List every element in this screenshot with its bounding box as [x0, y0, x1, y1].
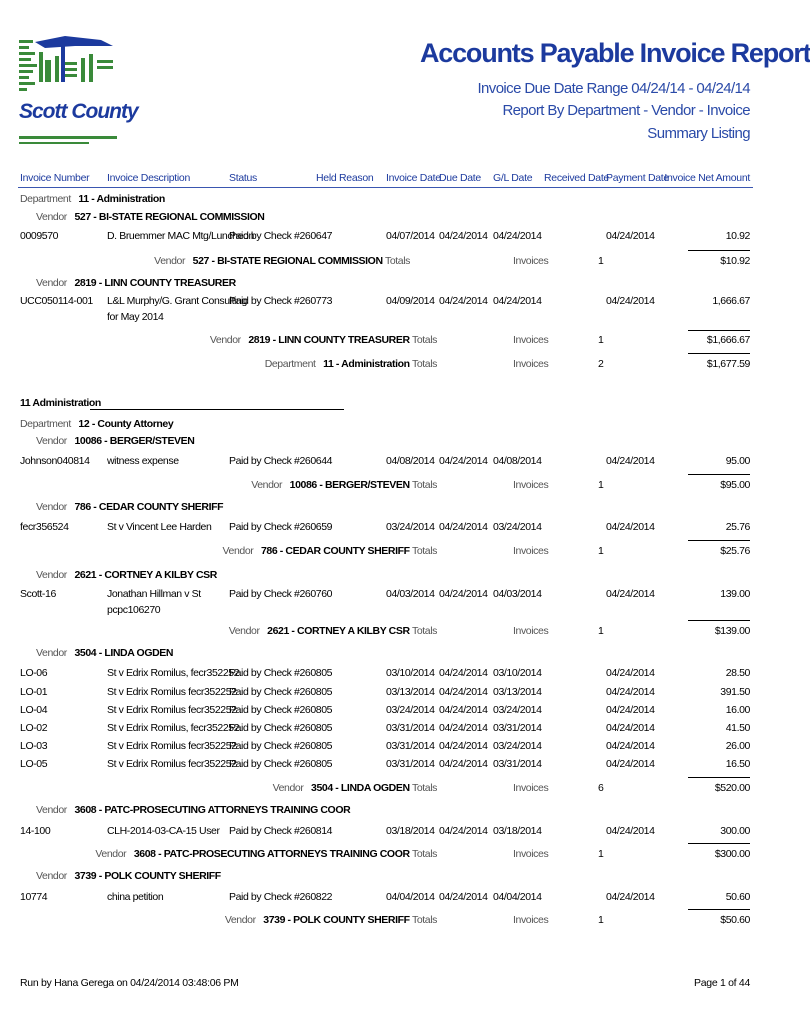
header-rule [18, 187, 753, 188]
invoice-date: 03/24/2014 [386, 704, 435, 716]
gl-date: 03/31/2014 [493, 758, 542, 770]
logo-text: Scott County [19, 100, 138, 123]
invoice-count: 1 [598, 914, 604, 926]
invoice-status: Paid by Check #260805 [229, 740, 333, 752]
gl-date: 04/08/2014 [493, 455, 542, 467]
invoices-label: Invoices [513, 545, 549, 557]
vendor-total-amount: $520.00 [714, 782, 750, 794]
invoices-label: Invoices [513, 848, 549, 860]
due-date: 04/24/2014 [439, 588, 488, 600]
invoice-date: 03/31/2014 [386, 758, 435, 770]
invoice-number: LO-05 [20, 758, 48, 770]
invoice-description: witness expense [107, 455, 179, 467]
invoice-date: 03/31/2014 [386, 722, 435, 734]
vendor-totals-label: Vendor 3608 - PATC-PROSECUTING ATTORNEYS TRAINING COOR Totals [95, 848, 437, 860]
payment-date: 04/24/2014 [606, 230, 655, 242]
invoice-status: Paid by Check #260760 [229, 588, 333, 600]
invoice-date: 04/07/2014 [386, 230, 435, 242]
scott-county-logo [15, 32, 138, 152]
gl-date: 04/03/2014 [493, 588, 542, 600]
invoice-net-amount: 300.00 [720, 825, 750, 837]
invoice-net-amount: 1,666.67 [712, 295, 750, 307]
invoice-number: LO-06 [20, 667, 48, 679]
payment-date: 04/24/2014 [606, 521, 655, 533]
due-date: 04/24/2014 [439, 295, 488, 307]
invoice-description-continued: pcpc106270 [107, 604, 161, 616]
invoice-status: Paid by Check #260805 [229, 758, 333, 770]
vendor-totals-label: Vendor 527 - BI-STATE REGIONAL COMMISSION Totals [154, 255, 410, 267]
invoice-net-amount: 26.00 [725, 740, 750, 752]
invoice-status: Paid by Check #260814 [229, 825, 333, 837]
department-totals-label: Department 11 - Administration Totals [264, 358, 437, 370]
invoice-number: LO-01 [20, 686, 48, 698]
payment-date: 04/24/2014 [606, 588, 655, 600]
due-date: 04/24/2014 [439, 758, 488, 770]
invoice-net-amount: 139.00 [720, 588, 750, 600]
invoice-number: Johnson040814 [20, 455, 90, 467]
payment-date: 04/24/2014 [606, 722, 655, 734]
vendor-heading: Vendor 2819 - LINN COUNTY TREASURER [36, 277, 236, 289]
due-date: 04/24/2014 [439, 455, 488, 467]
run-by-footer: Run by Hana Gerega on 04/24/2014 03:48:06 PM [20, 977, 239, 989]
invoice-status: Paid by Check #260805 [229, 704, 333, 716]
department-break-label: 11 Administration [20, 397, 101, 409]
invoices-label: Invoices [513, 479, 549, 491]
payment-date: 04/24/2014 [606, 704, 655, 716]
invoices-label: Invoices [513, 914, 549, 926]
total-rule [688, 540, 750, 541]
due-date: 04/24/2014 [439, 722, 488, 734]
gl-date: 03/10/2014 [493, 667, 542, 679]
report-title: Accounts Payable Invoice Report [420, 38, 810, 68]
invoice-number: LO-03 [20, 740, 48, 752]
invoice-count: 1 [598, 479, 604, 491]
invoice-description-continued: for May 2014 [107, 311, 164, 323]
invoice-count: 2 [598, 358, 604, 370]
vendor-total-amount: $95.00 [720, 479, 750, 491]
payment-date: 04/24/2014 [606, 295, 655, 307]
subtitle-report-by: Report By Department - Vendor - Invoice [502, 102, 750, 119]
gl-date: 03/18/2014 [493, 825, 542, 837]
col-payment-date: Payment Date [606, 172, 669, 184]
col-invoice-number: Invoice Number [20, 172, 90, 184]
col-held-reason: Held Reason [316, 172, 374, 184]
payment-date: 04/24/2014 [606, 667, 655, 679]
invoice-description: St v Vincent Lee Harden [107, 521, 212, 533]
vendor-heading: Vendor 10086 - BERGER/STEVEN [36, 435, 195, 447]
gl-date: 04/24/2014 [493, 230, 542, 242]
invoice-net-amount: 41.50 [725, 722, 750, 734]
vendor-total-amount: $10.92 [720, 255, 750, 267]
total-rule [688, 620, 750, 621]
invoice-date: 04/08/2014 [386, 455, 435, 467]
gl-date: 04/04/2014 [493, 891, 542, 903]
due-date: 04/24/2014 [439, 704, 488, 716]
invoice-date: 03/13/2014 [386, 686, 435, 698]
invoice-number: Scott-16 [20, 588, 56, 600]
payment-date: 04/24/2014 [606, 740, 655, 752]
invoice-description: St v Edrix Romilus fecr352252 [107, 740, 237, 752]
vendor-total-amount: $25.76 [720, 545, 750, 557]
vendor-totals-label: Vendor 10086 - BERGER/STEVEN Totals [251, 479, 437, 491]
total-rule [688, 843, 750, 844]
invoice-number: LO-02 [20, 722, 48, 734]
due-date: 04/24/2014 [439, 686, 488, 698]
invoice-status: Paid by Check #260647 [229, 230, 333, 242]
invoice-count: 1 [598, 625, 604, 637]
total-rule [688, 250, 750, 251]
total-rule [688, 474, 750, 475]
payment-date: 04/24/2014 [606, 825, 655, 837]
invoice-net-amount: 25.76 [725, 521, 750, 533]
invoice-net-amount: 10.92 [725, 230, 750, 242]
invoice-count: 1 [598, 255, 604, 267]
invoice-number: 14-100 [20, 825, 51, 837]
vendor-total-amount: $300.00 [714, 848, 750, 860]
col-invoice-date: Invoice Date [386, 172, 441, 184]
gl-date: 03/24/2014 [493, 704, 542, 716]
invoice-date: 03/18/2014 [386, 825, 435, 837]
due-date: 04/24/2014 [439, 230, 488, 242]
gl-date: 03/24/2014 [493, 521, 542, 533]
invoice-number: 0009570 [20, 230, 59, 242]
department-heading: Department 12 - County Attorney [20, 418, 174, 430]
vendor-totals-label: Vendor 2819 - LINN COUNTY TREASURER Totals [209, 334, 437, 346]
due-date: 04/24/2014 [439, 740, 488, 752]
invoice-description: D. Bruemmer MAC Mtg/Luncheon [107, 230, 254, 242]
total-rule [688, 909, 750, 910]
vendor-heading: Vendor 527 - BI-STATE REGIONAL COMMISSION [36, 211, 265, 223]
payment-date: 04/24/2014 [606, 891, 655, 903]
invoice-net-amount: 95.00 [725, 455, 750, 467]
invoice-net-amount: 391.50 [720, 686, 750, 698]
total-rule [688, 330, 750, 331]
subtitle-date-range: Invoice Due Date Range 04/24/14 - 04/24/14 [477, 80, 750, 97]
vendor-total-amount: $1,666.67 [706, 334, 750, 346]
gl-date: 03/13/2014 [493, 686, 542, 698]
invoice-description: Jonathan Hillman v St [107, 588, 201, 600]
col-invoice-description: Invoice Description [107, 172, 191, 184]
vendor-heading: Vendor 3739 - POLK COUNTY SHERIFF [36, 870, 221, 882]
vendor-total-amount: $50.60 [720, 914, 750, 926]
invoice-status: Paid by Check #260773 [229, 295, 333, 307]
gl-date: 03/31/2014 [493, 722, 542, 734]
invoices-label: Invoices [513, 334, 549, 346]
total-rule [688, 777, 750, 778]
invoice-description: St v Edrix Romilus fecr352252 [107, 704, 237, 716]
invoice-status: Paid by Check #260805 [229, 722, 333, 734]
invoice-description: CLH-2014-03-CA-15 User [107, 825, 220, 837]
invoice-net-amount: 50.60 [725, 891, 750, 903]
payment-date: 04/24/2014 [606, 758, 655, 770]
gl-date: 03/24/2014 [493, 740, 542, 752]
invoice-number: LO-04 [20, 704, 48, 716]
vendor-totals-label: Vendor 2621 - CORTNEY A KILBY CSR Totals [228, 625, 437, 637]
vendor-total-amount: $139.00 [714, 625, 750, 637]
invoice-date: 04/09/2014 [386, 295, 435, 307]
due-date: 04/24/2014 [439, 891, 488, 903]
payment-date: 04/24/2014 [606, 686, 655, 698]
invoice-date: 03/31/2014 [386, 740, 435, 752]
due-date: 04/24/2014 [439, 521, 488, 533]
invoice-number: 10774 [20, 891, 48, 903]
invoice-date: 04/03/2014 [386, 588, 435, 600]
invoice-count: 1 [598, 334, 604, 346]
department-break-rule [90, 409, 344, 410]
due-date: 04/24/2014 [439, 825, 488, 837]
department-total-amount: $1,677.59 [706, 358, 750, 370]
invoice-status: Paid by Check #260805 [229, 667, 333, 679]
invoice-number: fecr356524 [20, 521, 69, 533]
gl-date: 04/24/2014 [493, 295, 542, 307]
invoice-description: St v Edrix Romilus fecr352252 [107, 686, 237, 698]
invoice-net-amount: 16.50 [725, 758, 750, 770]
invoice-status: Paid by Check #260659 [229, 521, 333, 533]
invoices-label: Invoices [513, 358, 549, 370]
vendor-totals-label: Vendor 3504 - LINDA OGDEN Totals [272, 782, 437, 794]
vendor-heading: Vendor 3608 - PATC-PROSECUTING ATTORNEYS TRAINING COOR [36, 804, 351, 816]
subtitle-summary: Summary Listing [647, 125, 750, 142]
invoice-description: china petition [107, 891, 164, 903]
vendor-totals-label: Vendor 3739 - POLK COUNTY SHERIFF Totals [224, 914, 437, 926]
invoice-status: Paid by Check #260822 [229, 891, 333, 903]
department-heading: Department 11 - Administration [20, 193, 165, 205]
total-rule [688, 353, 750, 354]
invoices-label: Invoices [513, 255, 549, 267]
invoice-count: 1 [598, 545, 604, 557]
invoice-description: St v Edrix Romilus, fecr352252 [107, 722, 240, 734]
invoice-description: St v Edrix Romilus fecr352252 [107, 758, 237, 770]
col-gl-date: G/L Date [493, 172, 533, 184]
payment-date: 04/24/2014 [606, 455, 655, 467]
col-due-date: Due Date [439, 172, 481, 184]
invoices-label: Invoices [513, 782, 549, 794]
invoice-date: 03/24/2014 [386, 521, 435, 533]
invoice-status: Paid by Check #260805 [229, 686, 333, 698]
col-received-date: Received Date [544, 172, 609, 184]
due-date: 04/24/2014 [439, 667, 488, 679]
invoice-net-amount: 16.00 [725, 704, 750, 716]
vendor-heading: Vendor 786 - CEDAR COUNTY SHERIFF [36, 501, 224, 513]
vendor-heading: Vendor 2621 - CORTNEY A KILBY CSR [36, 569, 217, 581]
invoice-net-amount: 28.50 [725, 667, 750, 679]
vendor-heading: Vendor 3504 - LINDA OGDEN [36, 647, 174, 659]
vendor-totals-label: Vendor 786 - CEDAR COUNTY SHERIFF Totals [222, 545, 437, 557]
invoice-count: 1 [598, 848, 604, 860]
invoice-count: 6 [598, 782, 604, 794]
invoice-date: 03/10/2014 [386, 667, 435, 679]
col-invoice-net-amount: Invoice Net Amount [664, 172, 750, 184]
invoice-date: 04/04/2014 [386, 891, 435, 903]
invoices-label: Invoices [513, 625, 549, 637]
invoice-description: St v Edrix Romilus, fecr352252 [107, 667, 240, 679]
invoice-status: Paid by Check #260644 [229, 455, 333, 467]
page-number: Page 1 of 44 [694, 977, 750, 989]
invoice-number: UCC050114-001 [20, 295, 93, 307]
invoice-description: L&L Murphy/G. Grant Consulting [107, 295, 247, 307]
col-status: Status [229, 172, 257, 184]
